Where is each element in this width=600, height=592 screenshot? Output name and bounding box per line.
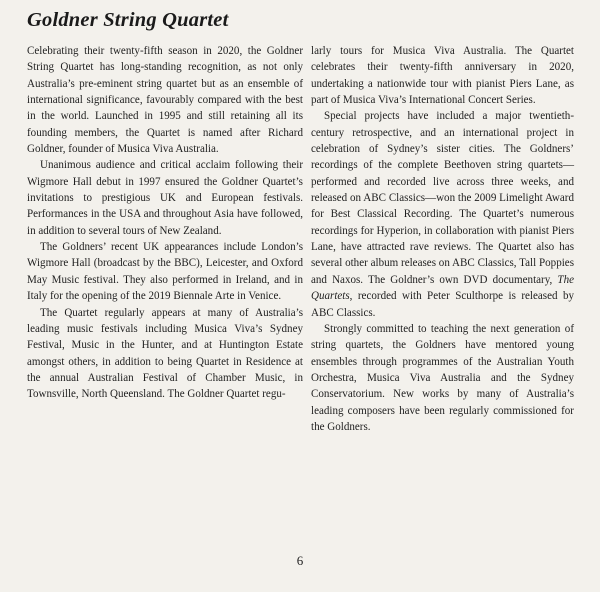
paragraph-special-projects bbox=[311, 108, 574, 320]
left-column bbox=[27, 43, 303, 403]
page-number: 6 bbox=[296, 553, 304, 568]
dvd-title: The Quartets bbox=[311, 273, 574, 303]
paragraph-tours-continued: larly tours for Musica Viva Australia. The Quartet celebrates their twenty-fifth anniversary in 2020, undertaking a nationwide tour with pianist Piers Lane, as part of Musica Viva’s International Concert Series. bbox=[311, 45, 574, 107]
paragraph-intro: Celebrating their twenty-fifth season in 2020, the Goldner String Quartet has long-standing recognition, as not only Australia’s pre-eminent string quartet but as an ensemble of international significance, favourably compared with the best in the world. Launched in 1995 and still retaining all its founding members, the Quartet is named after Richard Goldner, founder of Musica Viva Australia. bbox=[27, 45, 303, 156]
page-title: Goldner String Quartet bbox=[27, 9, 229, 31]
paragraph-australian-festivals: The Quartet regularly appears at many of Australia’s leading music festivals including Musica Viva’s Sydney Festival, Music in the Hunter, and at Huntington Estate amongst others, in addition to being Quartet in Residence at the annual Australian Festival of Chamber Music, in Townsville, North Queensland. The Goldner Quartet regu- bbox=[27, 306, 303, 401]
right-column bbox=[311, 43, 574, 435]
paragraph-teaching: Strongly committed to teaching the next generation of string quartets, the Goldners have mentored young ensembles through programmes of the Australian Youth Orchestra, Musica Viva Australia and the Sydney Conservatorium. New works by many of Australia’s leading composers have been regularly commissioned for the Goldners. bbox=[311, 322, 574, 433]
paragraph-wigmore-debut: Unanimous audience and critical acclaim following their Wigmore Hall debut in 1997 ensured the Goldner Quartet’s invitations to prestigious UK and European festivals. Performances in the USA and throughout Asia have followed, in addition to several tours of New Zealand. bbox=[27, 159, 303, 237]
paragraph-uk-appearances: The Goldners’ recent UK appearances include London’s Wigmore Hall (broadcast by the BBC), Leicester, and Oxford May Music festival. They also performed in Ireland, and in Italy for the opening of the 2019 Biennale Arte in Venice. bbox=[27, 241, 303, 303]
special-projects-text: Special projects have included a major twentieth-century retrospective, and an international project in celebration of Sydney’s sister cities. The Goldners’ recordings of the complete Beethoven string quartets—performed and recorded live across three weeks, and released on ABC Classics—won the 2009 Limelight Award for Best Classical Recording. The Quartet’s numerous recordings for Hyperion, in collaboration with pianist Piers Lane, have attracted rave reviews. The Quartet also has several other album releases on ABC Classics, Tall Poppies and Naxos. The Goldner’s own DVD documentary, bbox=[311, 110, 574, 286]
special-projects-text-end: , recorded with Peter Sculthorpe is released by ABC Classics. bbox=[311, 290, 574, 319]
